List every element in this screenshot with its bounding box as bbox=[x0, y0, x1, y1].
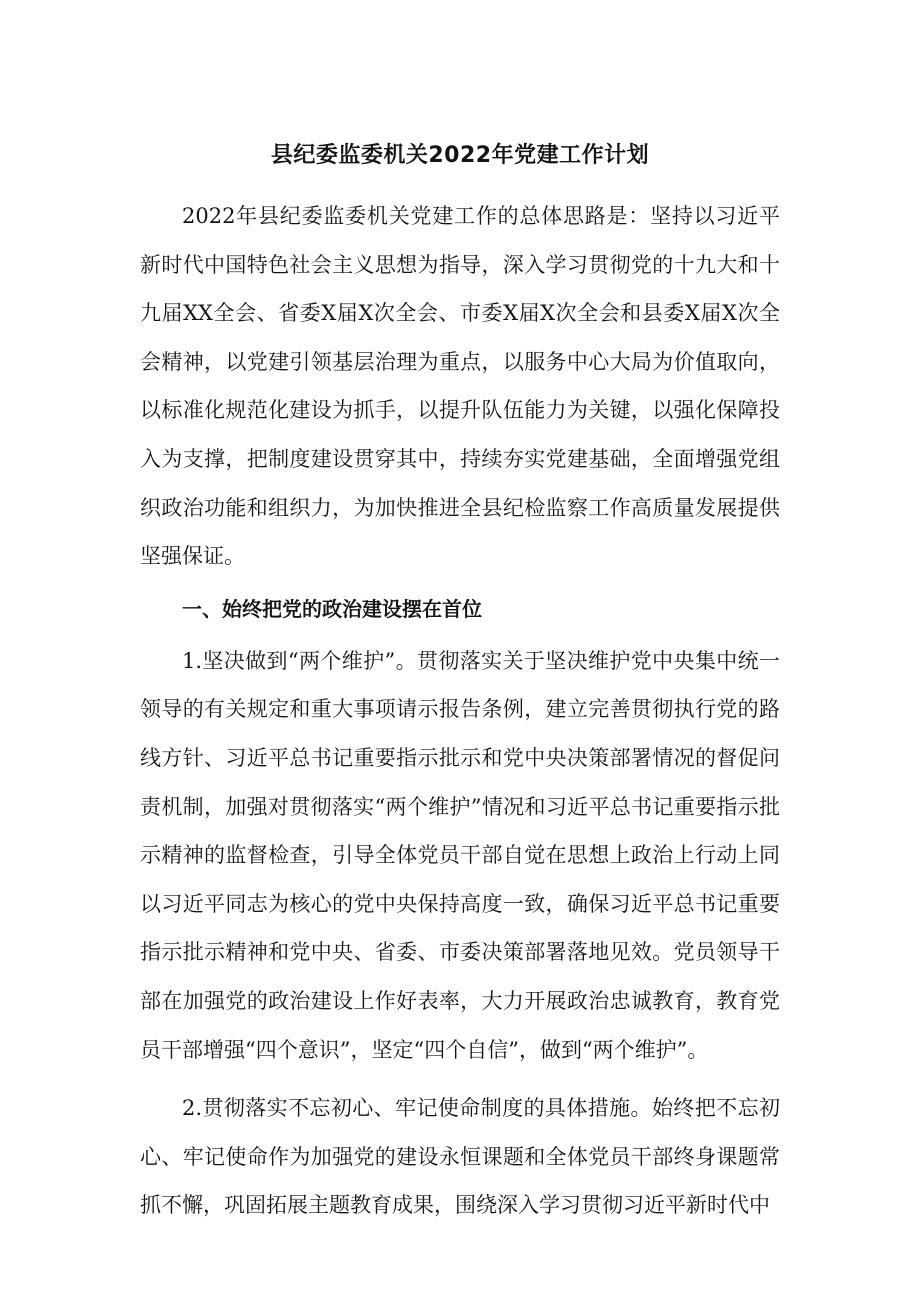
section-1-item-1: 1.坚决做到“两个维护”。贯彻落实关于坚决维护党中央集中统一领导的有关规定和重大事项请示报告条例，建立完善贯彻执行党的路线方针、习近平总书记重要指示批示和党中央决策部署情况的督促问责机制，加强对贯彻落实“两个维护”情况和习近平总书记重要指示批示精神的监督检查，引导全体党员干部自觉在思想上政治上行动上同以习近平同志为核心的党中央保持高度一致，确保习近平总书记重要指示批示精神和党中央、省委、市委决策部署落地见效。党员领导干部在加强党的政治建设上作好表率，大力开展政治忠诚教育，教育党员干部增强“四个意识”，坚定“四个自信”，做到“两个维护”。 bbox=[140, 648, 780, 1062]
document-body bbox=[140, 132, 780, 1230]
section-heading-1: 一、始终把党的政治建设摆在首位 bbox=[182, 596, 482, 621]
document-title: 县纪委监委机关2022年党建工作计划 bbox=[270, 143, 650, 168]
section-1-item-2: 2.贯彻落实不忘初心、牢记使命制度的具体措施。始终把不忘初心、牢记使命作为加强党的建设永恒课题和全体党员干部终身课题常抓不懈，巩固拓展主题教育成果，围绕深入学习贯彻习近平新时代中 bbox=[140, 1096, 780, 1218]
intro-paragraph: 2022年县纪委监委机关党建工作的总体思路是：坚持以习近平新时代中国特色社会主义思想为指导，深入学习贯彻党的十九大和十九届XX全会、省委X届X次全会、市委X届X次全会和县委X届X次全会精神，以党建引领基层治理为重点，以服务中心大局为价值取向，以标准化规范化建设为抓手，以提升队伍能力为关键，以强化保障投入为支撑，把制度建设贯穿其中，持续夯实党建基础，全面增强党组织政治功能和组织力，为加快推进全县纪检监察工作高质量发展提供坚强保证。 bbox=[140, 204, 780, 569]
